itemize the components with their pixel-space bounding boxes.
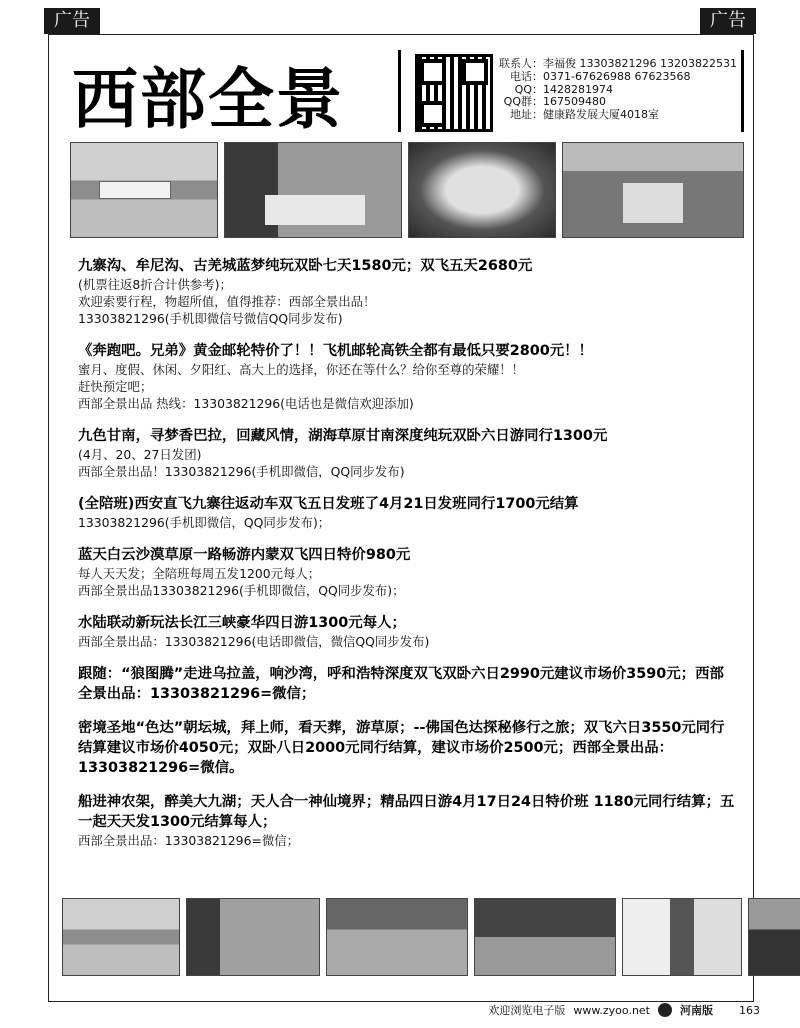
tour-line: 西部全景出品：13303821296(电话即微信，微信QQ同步发布)	[78, 634, 430, 649]
photo-strip-top	[70, 142, 744, 238]
footer-edition: 河南版	[680, 1004, 713, 1017]
tour-headline: 《奔跑吧。兄弟》黄金邮轮特价了！！飞机邮轮高铁全都有最低只要2800元！！	[78, 343, 593, 359]
contact-row: 电话：0371-67626988 67623568	[510, 69, 691, 83]
tour-headline: 水陆联动新玩法长江三峡豪华四日游1300元每人；	[78, 615, 406, 631]
tour-line: 赶快预定吧；	[78, 379, 153, 394]
tour-line: 西部全景出品13303821296(手机即微信，QQ同步发布)；	[78, 583, 405, 598]
tour-item	[78, 256, 738, 327]
tour-line: 西部全景出品！13303821296(手机即微信，QQ同步发布)	[78, 464, 405, 479]
dining-room-photo	[562, 142, 744, 238]
contact-box	[398, 50, 744, 132]
photo-strip-bottom	[62, 898, 800, 976]
tour-headline: 九寨沟、牟尼沟、古羌城蓝梦纯玩双卧七天1580元；双飞五天2680元	[78, 258, 533, 274]
page-number: 163	[739, 1003, 760, 1017]
tour-line: (机票往返8折合计供参考)；	[78, 277, 232, 292]
tour-line: 13303821296(手机即微信号微信QQ同步发布)	[78, 311, 343, 326]
cruise-ship-photo	[70, 142, 218, 238]
tour-item	[78, 613, 738, 650]
qr-code-icon[interactable]	[415, 54, 493, 132]
tour-item	[78, 664, 738, 704]
page-footer	[488, 1002, 760, 1018]
tour-headline: 九色甘南，寻梦香巴拉，回藏风情，湖海草原甘南深度纯玩双卧六日游同行1300元	[78, 428, 608, 444]
contact-row: QQ：1428281974	[514, 82, 613, 96]
tour-headline: 跟随：“狼图腾”走进乌拉盖，响沙湾，呼和浩特深度双飞双卧六日2990元建议市场价3590元；西部全景出品：13303821296=微信；	[78, 666, 724, 702]
tour-headline: 船进神农架，醉美大九湖；天人合一神仙境界；精品四日游4月17日24日特价班 1180元同行结算；五一起天天发1300元结算每人；	[78, 794, 735, 830]
tour-headline: 蓝天白云沙漠草原一路畅游内蒙双飞四日特价980元	[78, 547, 411, 563]
tour-item	[78, 494, 738, 531]
tour-line: 每人天天发；全陪班每周五发1200元每人；	[78, 566, 321, 581]
contact-lines	[497, 58, 737, 122]
contact-row: QQ群：167509480	[503, 95, 606, 109]
theater-photo	[748, 898, 800, 976]
tour-line: 蜜月、度假、休闲、夕阳红、高大上的选择，你还在等什么？给你至尊的荣耀！！	[78, 362, 525, 377]
tour-line: 欢迎索要行程，物超所值，值得推荐：西部全景出品！	[78, 294, 376, 309]
tour-item	[78, 545, 738, 599]
tour-line: 西部全景出品：13303821296=微信；	[78, 833, 300, 848]
tour-item	[78, 426, 738, 480]
ad-tag-left: 广告	[44, 8, 100, 34]
cabin-bedroom-photo	[224, 142, 402, 238]
tour-item	[78, 792, 738, 849]
restaurant-photo	[474, 898, 616, 976]
tour-item	[78, 718, 738, 778]
spa-pool-photo	[408, 142, 556, 238]
cabin-bedroom-photo	[186, 898, 320, 976]
tour-line: (4月、20、27日发团)	[78, 447, 202, 462]
tour-line: 13303821296(手机即微信，QQ同步发布)；	[78, 515, 331, 530]
tour-line: 西部全景出品 热线：13303821296(电话也是微信欢迎添加)	[78, 396, 414, 411]
tour-headline: (全陪班)西安直飞九寨往返动车双飞五日发班了4月21日发班同行1700元结算	[78, 496, 579, 512]
ad-content	[78, 256, 738, 863]
footer-prefix: 欢迎浏览电子版	[488, 1004, 566, 1017]
tour-headline: 密境圣地“色达”朝坛城，拜上师，看天葬，游草原；--佛国色达探秘修行之旅；双飞六日3550元同行结算建议市场价4050元；双卧八日2000元同行结算，建议市场价2500元；西部全景出品：13303821296=微信。	[78, 720, 725, 776]
brand-title: 西部全景	[72, 61, 344, 138]
waiter-photo	[622, 898, 742, 976]
publisher-logo-icon	[658, 1003, 672, 1017]
footer-site-link[interactable]: www.zyoo.net	[573, 1003, 650, 1017]
ad-tag-right: 广告	[700, 8, 756, 34]
contact-row: 地址：健康路发展大厦4018室	[510, 108, 659, 122]
dining-hall-photo	[326, 898, 468, 976]
cruise-ship-photo	[62, 898, 180, 976]
tour-item	[78, 341, 738, 412]
contact-row: 联系人：李福俊 13303821296 13203822531	[499, 57, 737, 70]
